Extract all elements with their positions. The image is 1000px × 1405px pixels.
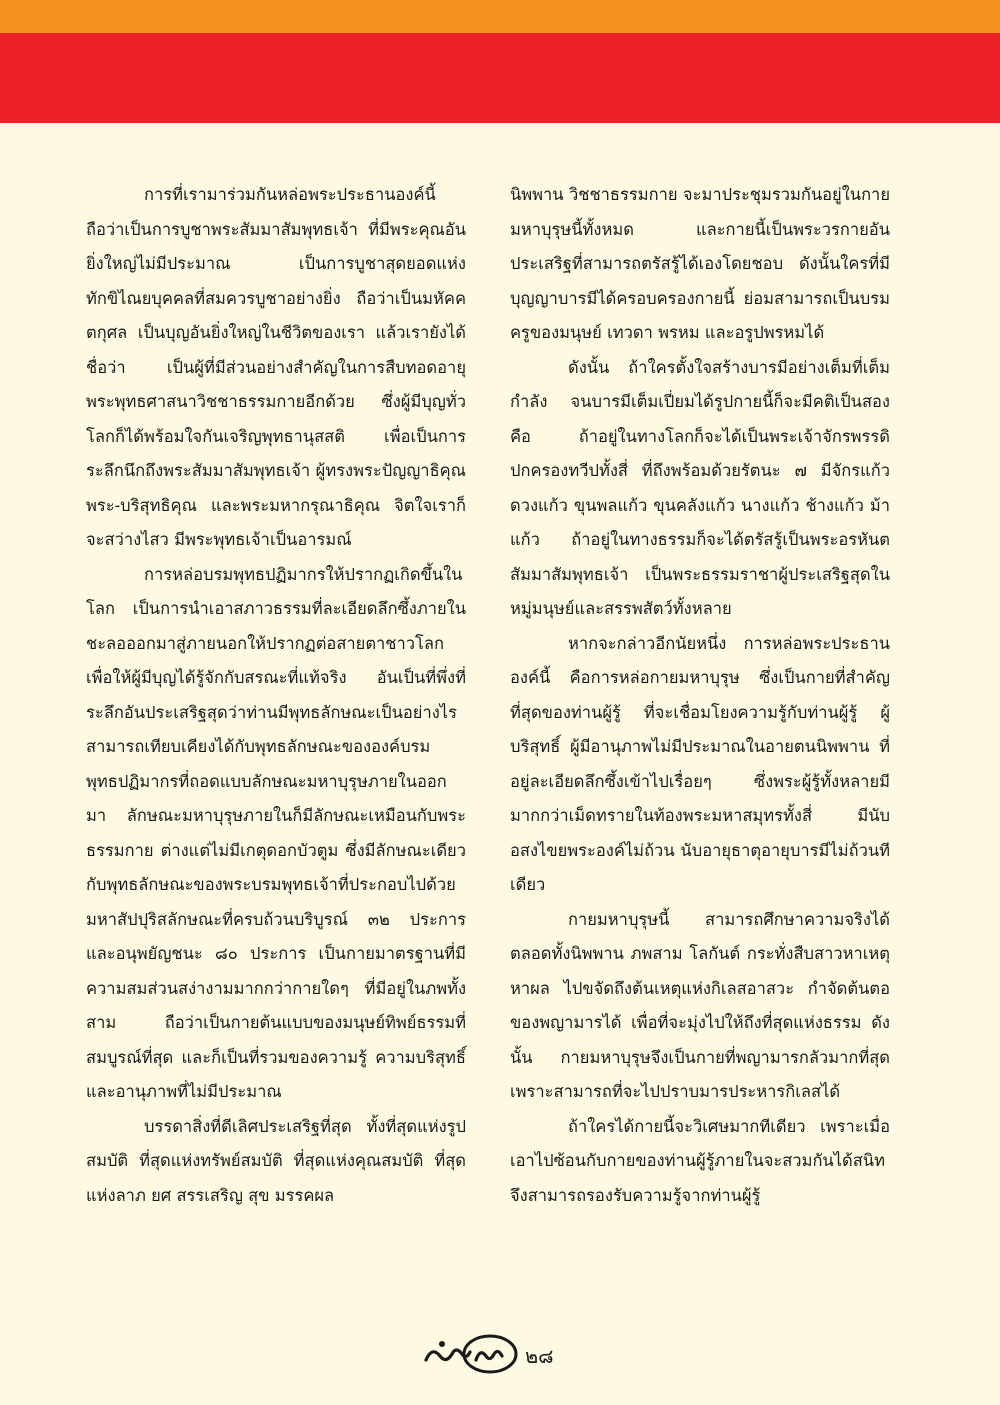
paragraph: หากจะกล่าวอีกนัยหนึ่ง การหล่อพระประธานองค์นี้ คือการหล่อกายมหาบุรุษ ซึ่งเป็นกายที่สำคัญที่สุดของท่านผู้รู้ ที่จะเชื่อมโยงความรู้กับท่านผู้รู้ ผู้บริสุทธิ์ ผู้มีอานุภาพไม่มีประมาณในอายตนนิพพาน ที่อยู่ละเอียดลึกซึ้งเข้าไปเรื่อยๆ ซึ่งพระผู้รู้ทั้งหลายมีมากกว่าเม็ดทรายในท้องพระมหาสมุทรทั้งสี่ มีนับอสงไขยพระองค์ไม่ถ้วน นับอายุธาตุอายุบารมีไม่ถ้วนทีเดียว [510,633,890,894]
paragraph: บรรดาสิ่งที่ดีเลิศประเสริฐที่สุด ทั้งที่สุดแห่งรูปสมบัติ ที่สุดแห่งทรัพย์สมบัติ ที่สุดแห่งคุณสมบัติ ที่สุดแห่งลาภ ยศ สรรเสริญ สุข มรรคผล [86,1116,466,1205]
page-footer [0,1330,1000,1378]
paragraph: กายมหาบุรุษนี้ สามารถศึกษาความจริงได้ตลอดทั้งนิพพาน ภพสาม โลกันต์ กระทั่งสืบสาวหาเหตุหาผล ไปขจัดถึงต้นเหตุแห่งกิเลสอาสวะ กำจัดต้นตอของพญามารได้ เพื่อที่จะมุ่งไปให้ถึงที่สุดแห่งธรรม ดังนั้น กายมหาบุรุษจึงเป็นกายที่พญามารกลัวมากที่สุด เพราะสามารถที่จะไปปราบมารประหารกิเลสได้ [510,909,890,1101]
paragraph: นิพพาน วิชชาธรรมกาย จะมาประชุมรวมกันอยู่ในกายมหาบุรุษนี้ทั้งหมด และกายนี้เป็นพระวรกายอันประเสริฐที่สามารถตรัสรู้ได้เองโดยชอบ ดังนั้นใครที่มีบุญญาบารมีได้ครอบครองกายนี้ ย่อมสามารถเป็นบรมครูของมนุษย์ เทวดา พรหม และอรูปพรหมได้ [510,185,890,342]
page-number: ๒๘ [525,1344,554,1368]
right-column [510,178,890,1213]
header-band-orange [0,0,1000,33]
magazine-logo [420,1330,520,1378]
header-band-red [0,33,1000,123]
paragraph: ถ้าใครได้กายนี้จะวิเศษมากทีเดียว เพราะเมื่อเอาไปซ้อนกับกายของท่านผู้รู้ภายในจะสวมกันได้สนิท จึงสามารถรองรับความรู้จากท่านผู้รู้ [510,1116,890,1205]
paragraph: ดังนั้น ถ้าใครตั้งใจสร้างบารมีอย่างเต็มที่เต็มกำลัง จนบารมีเต็มเปี่ยมได้รูปกายนี้ก็จะมีคติเป็นสอง คือ ถ้าอยู่ในทางโลกก็จะได้เป็นพระเจ้าจักรพรรดิ ปกครองทวีปทั้งสี่ ที่ถึงพร้อมด้วยรัตนะ ๗ มีจักรแก้ว ดวงแก้ว ขุนพลแก้ว ขุนคลังแก้ว นางแก้ว ช้างแก้ว ม้าแก้ว ถ้าอยู่ในทางธรรมก็จะได้ตรัสรู้เป็นพระอรหันตสัมมาสัมพุทธเจ้า เป็นพระธรรมราชาผู้ประเสริฐสุดในหมู่มนุษย์และสรรพสัตว์ทั้งหลาย [510,357,890,618]
paragraph: การที่เรามาร่วมกันหล่อพระประธานองค์นี้ ถือว่าเป็นการบูชาพระสัมมาสัมพุทธเจ้า ที่มีพระคุณอันยิ่งใหญ่ไม่มีประมาณ เป็นการบูชาสุดยอดแห่งทักขิไณยบุคคลที่สมควรบูชาอย่างยิ่ง ถือว่าเป็นมหัคคตกุศล เป็นบุญอันยิ่งใหญ่ในชีวิตของเรา แล้วเรายังได้ชื่อว่า เป็นผู้ที่มีส่วนอย่างสำคัญในการสืบทอดอายุพระพุทธศาสนาวิชชาธรรมกายอีกด้วย ซึ่งผู้มีบุญทั่วโลกก็ได้พร้อมใจกันเจริญพุทธานุสสติ เพื่อเป็นการระลึกนึกถึงพระสัมมาสัมพุทธเจ้า ผู้ทรงพระปัญญาธิคุณ พระ-บริสุทธิคุณ และพระมหากรุณาธิคุณ จิตใจเราก็จะสว่างไสว มีพระพุทธเจ้าเป็นอารมณ์ [86,185,466,549]
left-column [86,178,466,1213]
paragraph: การหล่อบรมพุทธปฏิมากรให้ปรากฏเกิดขึ้นในโลก เป็นการนำเอาสภาวธรรมที่ละเอียดลึกซึ้งภายใน ชะลอออกมาสู่ภายนอกให้ปรากฏต่อสายตาชาวโลก เพื่อให้ผู้มีบุญได้รู้จักกับสรณะที่แท้จริง อันเป็นที่พึ่งที่ระลึกอันประเสริฐสุดว่าท่านมีพุทธลักษณะเป็นอย่างไร สามารถเทียบเคียงได้กับพุทธลักษณะขององค์บรมพุทธปฏิมากรที่ถอดแบบลักษณะมหาบุรุษภายในออกมา ลักษณะมหาบุรุษภายในก็มีลักษณะเหมือนกับพระธรรมกาย ต่างแต่ไม่มีเกตุดอกบัวตูม ซึ่งมีลักษณะเดียวกับพุทธลักษณะของพระบรมพุทธเจ้าที่ประกอบไปด้วยมหาสัปปุริสลักษณะที่ครบถ้วนบริบูรณ์ ๓๒ ประการ และอนุพยัญชนะ ๘๐ ประการ เป็นกายมาตรฐานที่มีความสมส่วนสง่างามมากกว่ากายใดๆ ที่มีอยู่ในภพทั้งสาม ถือว่าเป็นกายต้นแบบของมนุษย์ทิพย์ธรรมที่สมบูรณ์ที่สุด และก็เป็นที่รวมของความรู้ ความบริสุทธิ์ และอานุภาพที่ไม่มีประมาณ [86,564,466,1101]
